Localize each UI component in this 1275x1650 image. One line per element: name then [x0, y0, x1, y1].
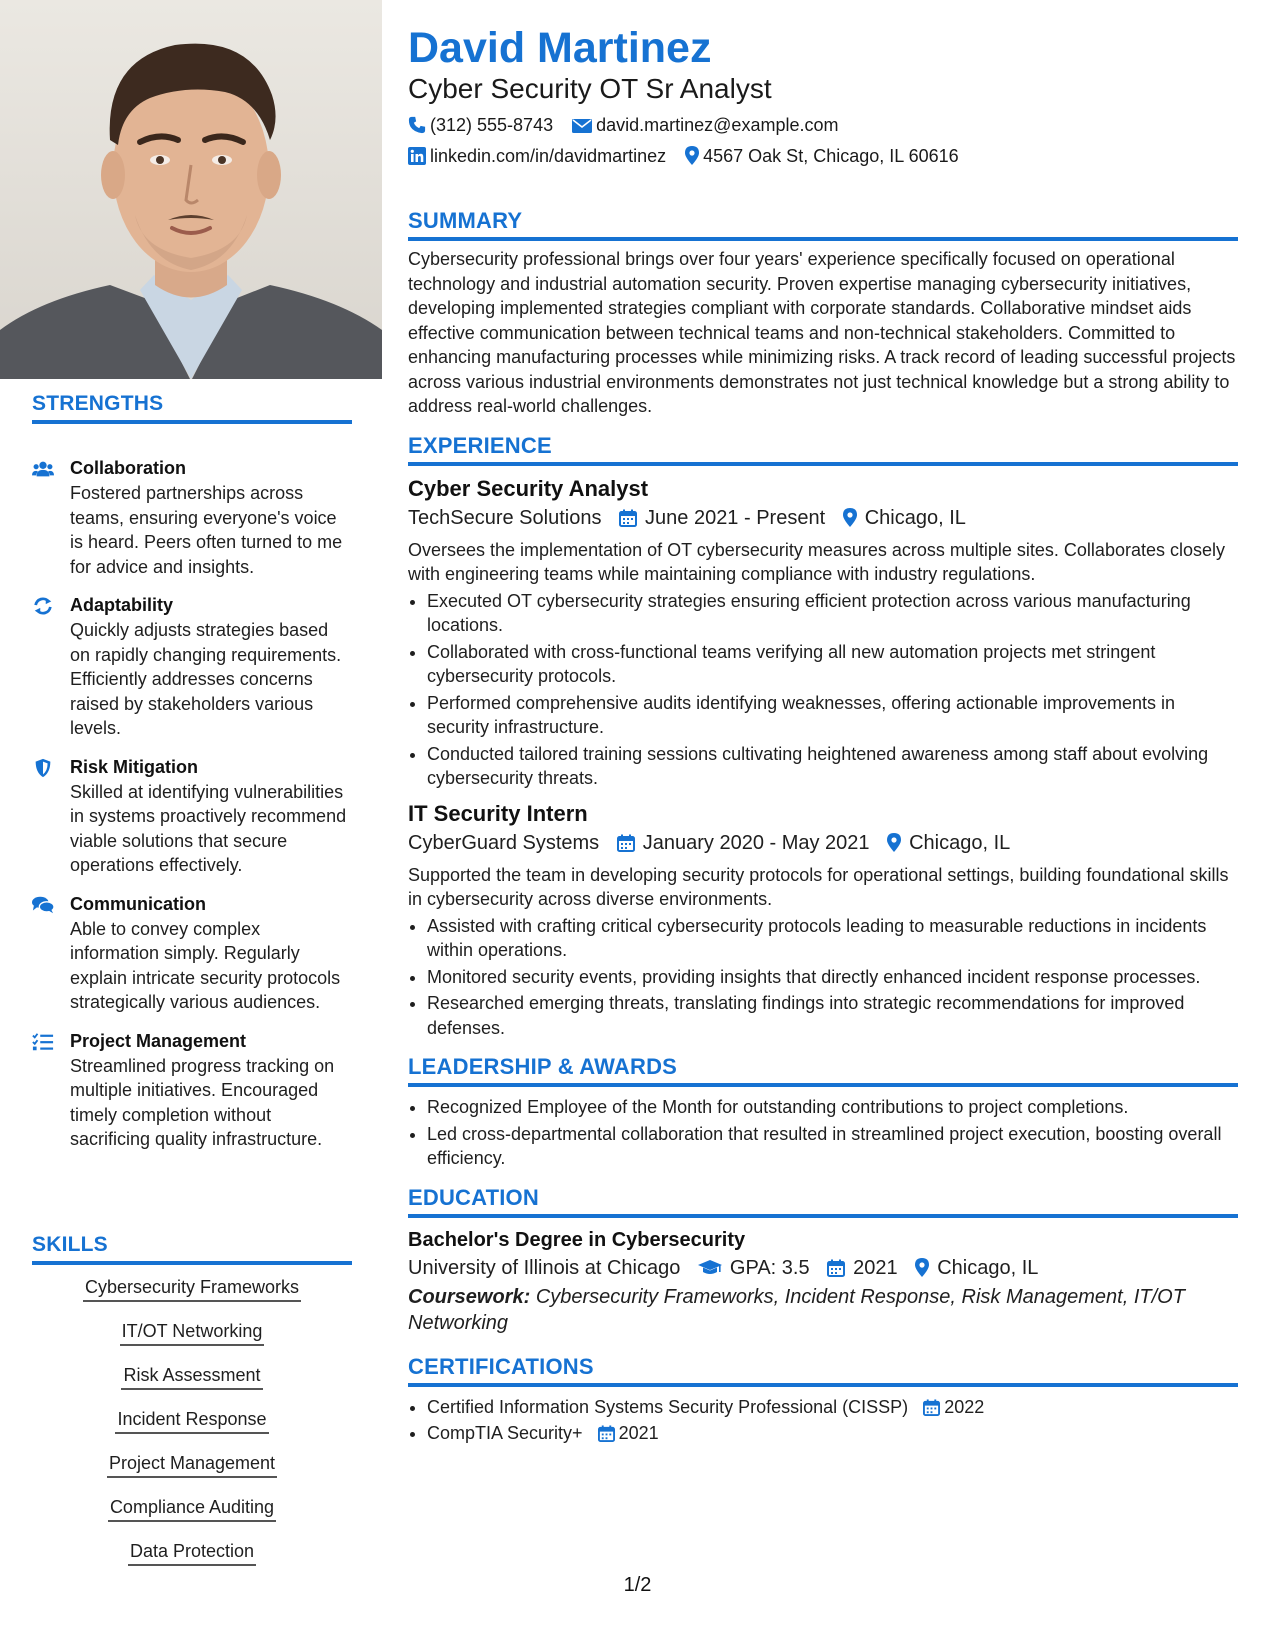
- education-heading: EDUCATION: [408, 1185, 1238, 1218]
- strength-item: [32, 892, 352, 1015]
- job-location: Chicago, IL: [909, 831, 1011, 854]
- job-bullets: [408, 914, 1238, 1041]
- job-bullet: • Assisted with crafting critical cybersecurity protocols leading to measurable reductions in incidents within operations.: [427, 914, 1238, 963]
- strength-desc: Able to convey complex information simply. Regularly explain intricate security protocols strategically various audiences.: [70, 918, 341, 1012]
- edu-year: 2021: [853, 1256, 898, 1279]
- phone-icon: [408, 116, 426, 134]
- strengths-heading: STRENGTHS: [32, 392, 352, 424]
- certification-year-wrap: [923, 1395, 984, 1420]
- edu-location-wrap: [915, 1254, 1038, 1282]
- map-pin-icon: [843, 508, 857, 527]
- leadership-list: [408, 1095, 1238, 1171]
- coursework: [408, 1284, 1238, 1336]
- experience-heading: EXPERIENCE: [408, 433, 1238, 466]
- map-pin-icon: [685, 146, 699, 165]
- job-bullet: • Monitored security events, providing insights that directly enhanced incident response processes.: [427, 965, 1238, 990]
- summary-heading: SUMMARY: [408, 208, 1238, 241]
- certification-item: [427, 1421, 1238, 1446]
- job-bullet: • Executed OT cybersecurity strategies ensuring efficient protection across various manufacturing locations.: [427, 589, 1238, 638]
- strength-name: Project Management: [70, 1030, 247, 1051]
- calendar-icon: [617, 834, 635, 852]
- skills-heading: SKILLS: [32, 1233, 352, 1265]
- strength-item: [32, 755, 352, 878]
- calendar-icon: [827, 1259, 845, 1277]
- strength-name: Collaboration: [70, 458, 186, 478]
- job-bullet: • Researched emerging threats, translating findings into strategic recommendations for improved defenses.: [427, 991, 1238, 1040]
- coursework-text: Cybersecurity Frameworks, Incident Response, Risk Management, IT/OT Networking: [408, 1285, 1185, 1334]
- strength-desc: Fostered partnerships across teams, ensuring everyone's voice is heard. Peers often turned to me for advice and insights.: [70, 483, 343, 577]
- job-dates-wrap: [619, 504, 825, 532]
- contact-row-1: [408, 113, 1238, 137]
- calendar-icon: [598, 1425, 615, 1442]
- certification-year-wrap: [598, 1421, 659, 1446]
- certifications-heading: CERTIFICATIONS: [408, 1354, 1238, 1387]
- strength-name: Risk Mitigation: [70, 756, 199, 777]
- job-role: IT Security Intern: [408, 800, 588, 826]
- users-icon: [32, 459, 54, 479]
- strengths-list: [32, 456, 352, 1166]
- leadership-item: • Recognized Employee of the Month for outstanding contributions to project completions.: [427, 1095, 1238, 1120]
- job-entry: [408, 474, 1238, 791]
- job-company: TechSecure Solutions: [408, 506, 602, 529]
- linkedin-icon: [408, 147, 426, 165]
- task-list-icon: [32, 1032, 54, 1052]
- skill-item: Compliance Auditing: [108, 1495, 276, 1522]
- job-meta: [408, 504, 1238, 532]
- job-location-wrap: [887, 829, 1010, 857]
- linkedin-text[interactable]: linkedin.com/in/davidmartinez: [430, 146, 667, 166]
- certification-year: 2022: [944, 1396, 985, 1417]
- job-dates: June 2021 - Present: [645, 506, 826, 529]
- skill-item: Cybersecurity Frameworks: [83, 1275, 301, 1302]
- job-role: Cyber Security Analyst: [408, 475, 649, 501]
- phone-text: (312) 555-8743: [430, 115, 554, 135]
- job-bullets: [408, 589, 1238, 791]
- skill-item: Incident Response: [115, 1407, 268, 1434]
- calendar-icon: [619, 509, 637, 527]
- school-name: University of Illinois at Chicago: [408, 1256, 681, 1279]
- portrait-image: [0, 0, 382, 379]
- strength-item: [32, 593, 352, 741]
- job-entry: [408, 799, 1238, 1041]
- certification-item: [427, 1395, 1238, 1420]
- skill-item: Risk Assessment: [121, 1363, 262, 1390]
- education-meta: [408, 1254, 1238, 1282]
- gpa-text: GPA: 3.5: [729, 1256, 810, 1279]
- coursework-label: Coursework:: [408, 1285, 531, 1308]
- strength-desc: Quickly adjusts strategies based on rapidly changing requirements. Efficiently addresses concerns raised by stakeholders various levels.: [70, 620, 342, 738]
- job-company: CyberGuard Systems: [408, 831, 600, 854]
- degree-title: Bachelor's Degree in Cybersecurity: [408, 1228, 746, 1251]
- map-pin-icon: [887, 833, 901, 852]
- skill-item: Project Management: [107, 1451, 277, 1478]
- skills-list: [32, 1275, 352, 1583]
- gpa-wrap: [698, 1254, 810, 1282]
- candidate-title: Cyber Security OT Sr Analyst: [408, 73, 772, 104]
- leadership-heading: LEADERSHIP & AWARDS: [408, 1054, 1238, 1087]
- job-location: Chicago, IL: [864, 506, 966, 529]
- strength-name: Adaptability: [70, 595, 174, 615]
- job-bullet: • Performed comprehensive audits identifying weaknesses, offering actionable improvements in security infrastructure.: [427, 691, 1238, 740]
- linkedin-contact[interactable]: [408, 144, 666, 168]
- email-contact[interactable]: [572, 113, 838, 137]
- strength-desc: Skilled at identifying vulnerabilities in systems proactively recommend viable solutions that secure operations effectively.: [70, 781, 347, 875]
- main-content: [408, 22, 1238, 1448]
- skill-item: Data Protection: [128, 1539, 256, 1566]
- calendar-icon: [923, 1399, 940, 1416]
- profile-photo: [0, 0, 382, 379]
- sidebar: [0, 0, 382, 1650]
- email-text[interactable]: david.martinez@example.com: [596, 115, 839, 135]
- job-meta: [408, 829, 1238, 857]
- certifications-list: [408, 1395, 1238, 1446]
- strength-item: [32, 1029, 352, 1152]
- strength-desc: Streamlined progress tracking on multiple initiatives. Encouraged timely completion without sacrificing quality infrastructure.: [70, 1055, 335, 1149]
- certification-name: Certified Information Systems Security Professional (CISSP): [427, 1396, 909, 1417]
- edu-year-wrap: [827, 1254, 898, 1282]
- summary-text: Cybersecurity professional brings over four years' experience specifically focused on operational technology and industrial automation security. Proven expertise managing cybersecurity initiatives, developing implemented strategies compliant with corporate standards. Collaborative mindset aids effective communication between technical teams and non-technical stakeholders. Committed to enhancing manufacturing processes while minimizing risks. A track record of leading successful projects across various industrial environments demonstrates not just technical knowledge but a strong ability to address real-world challenges.: [408, 249, 1236, 416]
- edu-location: Chicago, IL: [937, 1256, 1039, 1279]
- phone-contact: [408, 113, 553, 137]
- job-location-wrap: [843, 504, 966, 532]
- strength-item: [32, 456, 352, 579]
- refresh-icon: [32, 596, 54, 616]
- job-dates-wrap: [617, 829, 870, 857]
- job-bullet: • Collaborated with cross-functional teams verifying all new automation projects met stringent cybersecurity protocols.: [427, 640, 1238, 689]
- address-contact: [685, 144, 959, 168]
- contact-row-2: [408, 144, 1238, 168]
- job-description: Oversees the implementation of OT cybersecurity measures across multiple sites. Collaborates closely with engineering teams while maintaining compliance with industry regulations.: [408, 539, 1225, 584]
- certification-name: CompTIA Security+: [427, 1423, 583, 1443]
- graduation-cap-icon: [698, 1259, 722, 1277]
- address-text: 4567 Oak St, Chicago, IL 60616: [703, 146, 959, 166]
- certification-year: 2021: [618, 1423, 659, 1443]
- skill-item: IT/OT Networking: [120, 1319, 265, 1346]
- envelope-icon: [572, 118, 592, 134]
- leadership-item: • Led cross-departmental collaboration that resulted in streamlined project execution, boosting overall efficiency.: [427, 1122, 1238, 1171]
- candidate-name: David Martinez: [408, 24, 712, 72]
- strength-name: Communication: [70, 893, 207, 914]
- job-bullet: • Conducted tailored training sessions cultivating heightened awareness among staff about evolving cybersecurity threats.: [427, 742, 1238, 791]
- page-number: 1/2: [623, 1574, 652, 1596]
- shield-icon: [32, 758, 54, 778]
- map-pin-icon: [915, 1258, 929, 1277]
- job-description: Supported the team in developing security protocols for operational settings, building foundational skills in cybersecurity across diverse environments.: [408, 864, 1229, 909]
- chat-icon: [32, 895, 54, 915]
- job-dates: January 2020 - May 2021: [642, 831, 870, 854]
